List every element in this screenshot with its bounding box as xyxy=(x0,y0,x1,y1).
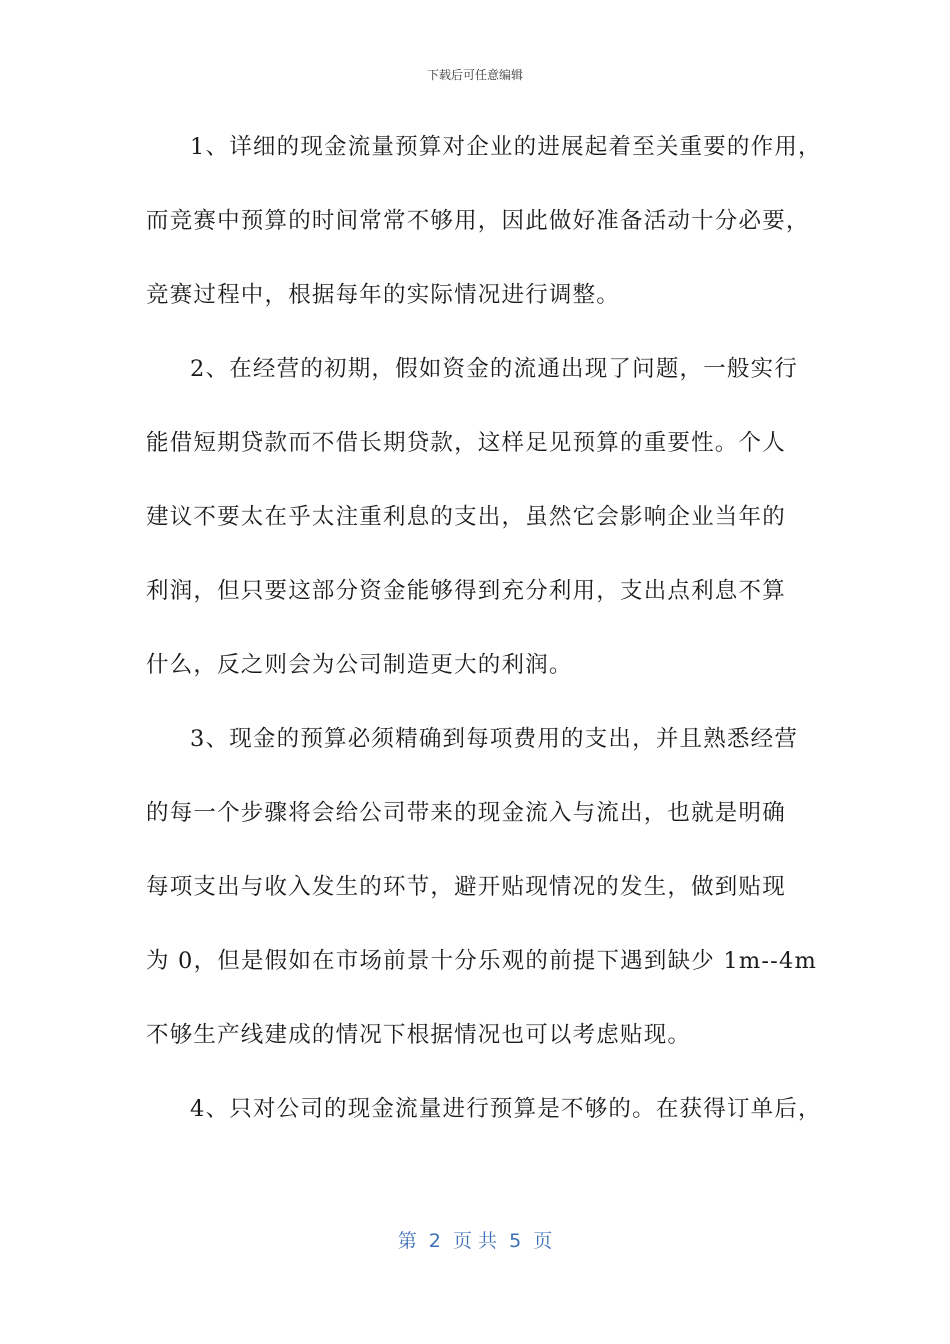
paragraph-2-line-1: 2、在经营的初期，假如资金的流通出现了问题，一般实行 xyxy=(190,356,799,382)
paragraph-2-line-4: 利润，但只要这部分资金能够得到充分利用，支出点利息不算 xyxy=(146,578,786,604)
paragraph-4-line-1: 4、只对公司的现金流量进行预算是不够的。在获得订单后， xyxy=(190,1096,822,1122)
paragraph-3-line-3: 每项支出与收入发生的环节，避开贴现情况的发生，做到贴现 xyxy=(146,874,786,900)
paragraph-3-line-4: 为 0，但是假如在市场前景十分乐观的前提下遇到缺少 1m--4m xyxy=(146,948,818,974)
paragraph-1-line-1: 1、详细的现金流量预算对企业的进展起着至关重要的作用， xyxy=(190,134,822,160)
paragraph-1-line-2: 而竞赛中预算的时间常常不够用，因此做好准备活动十分必要， xyxy=(146,208,810,234)
paragraph-3-line-2: 的每一个步骤将会给公司带来的现金流入与流出，也就是明确 xyxy=(146,800,786,826)
paragraph-2-line-5: 什么，反之则会为公司制造更大的利润。 xyxy=(146,652,573,678)
paragraph-2-line-2: 能借短期贷款而不借长期贷款，这样足见预算的重要性。个人 xyxy=(146,430,786,456)
paragraph-3-line-1: 3、现金的预算必须精确到每项费用的支出，并且熟悉经营 xyxy=(190,726,799,752)
paragraph-1-line-3: 竞赛过程中，根据每年的实际情况进行调整。 xyxy=(146,282,621,308)
paragraph-3-line-5: 不够生产线建成的情况下根据情况也可以考虑贴现。 xyxy=(146,1022,692,1048)
paragraph-2-line-3: 建议不要太在乎太注重利息的支出，虽然它会影响企业当年的 xyxy=(146,504,786,530)
page-number-footer: 第 2 页 共 5 页 xyxy=(397,1230,553,1252)
page-header-note: 下载后可任意编辑 xyxy=(426,68,523,82)
